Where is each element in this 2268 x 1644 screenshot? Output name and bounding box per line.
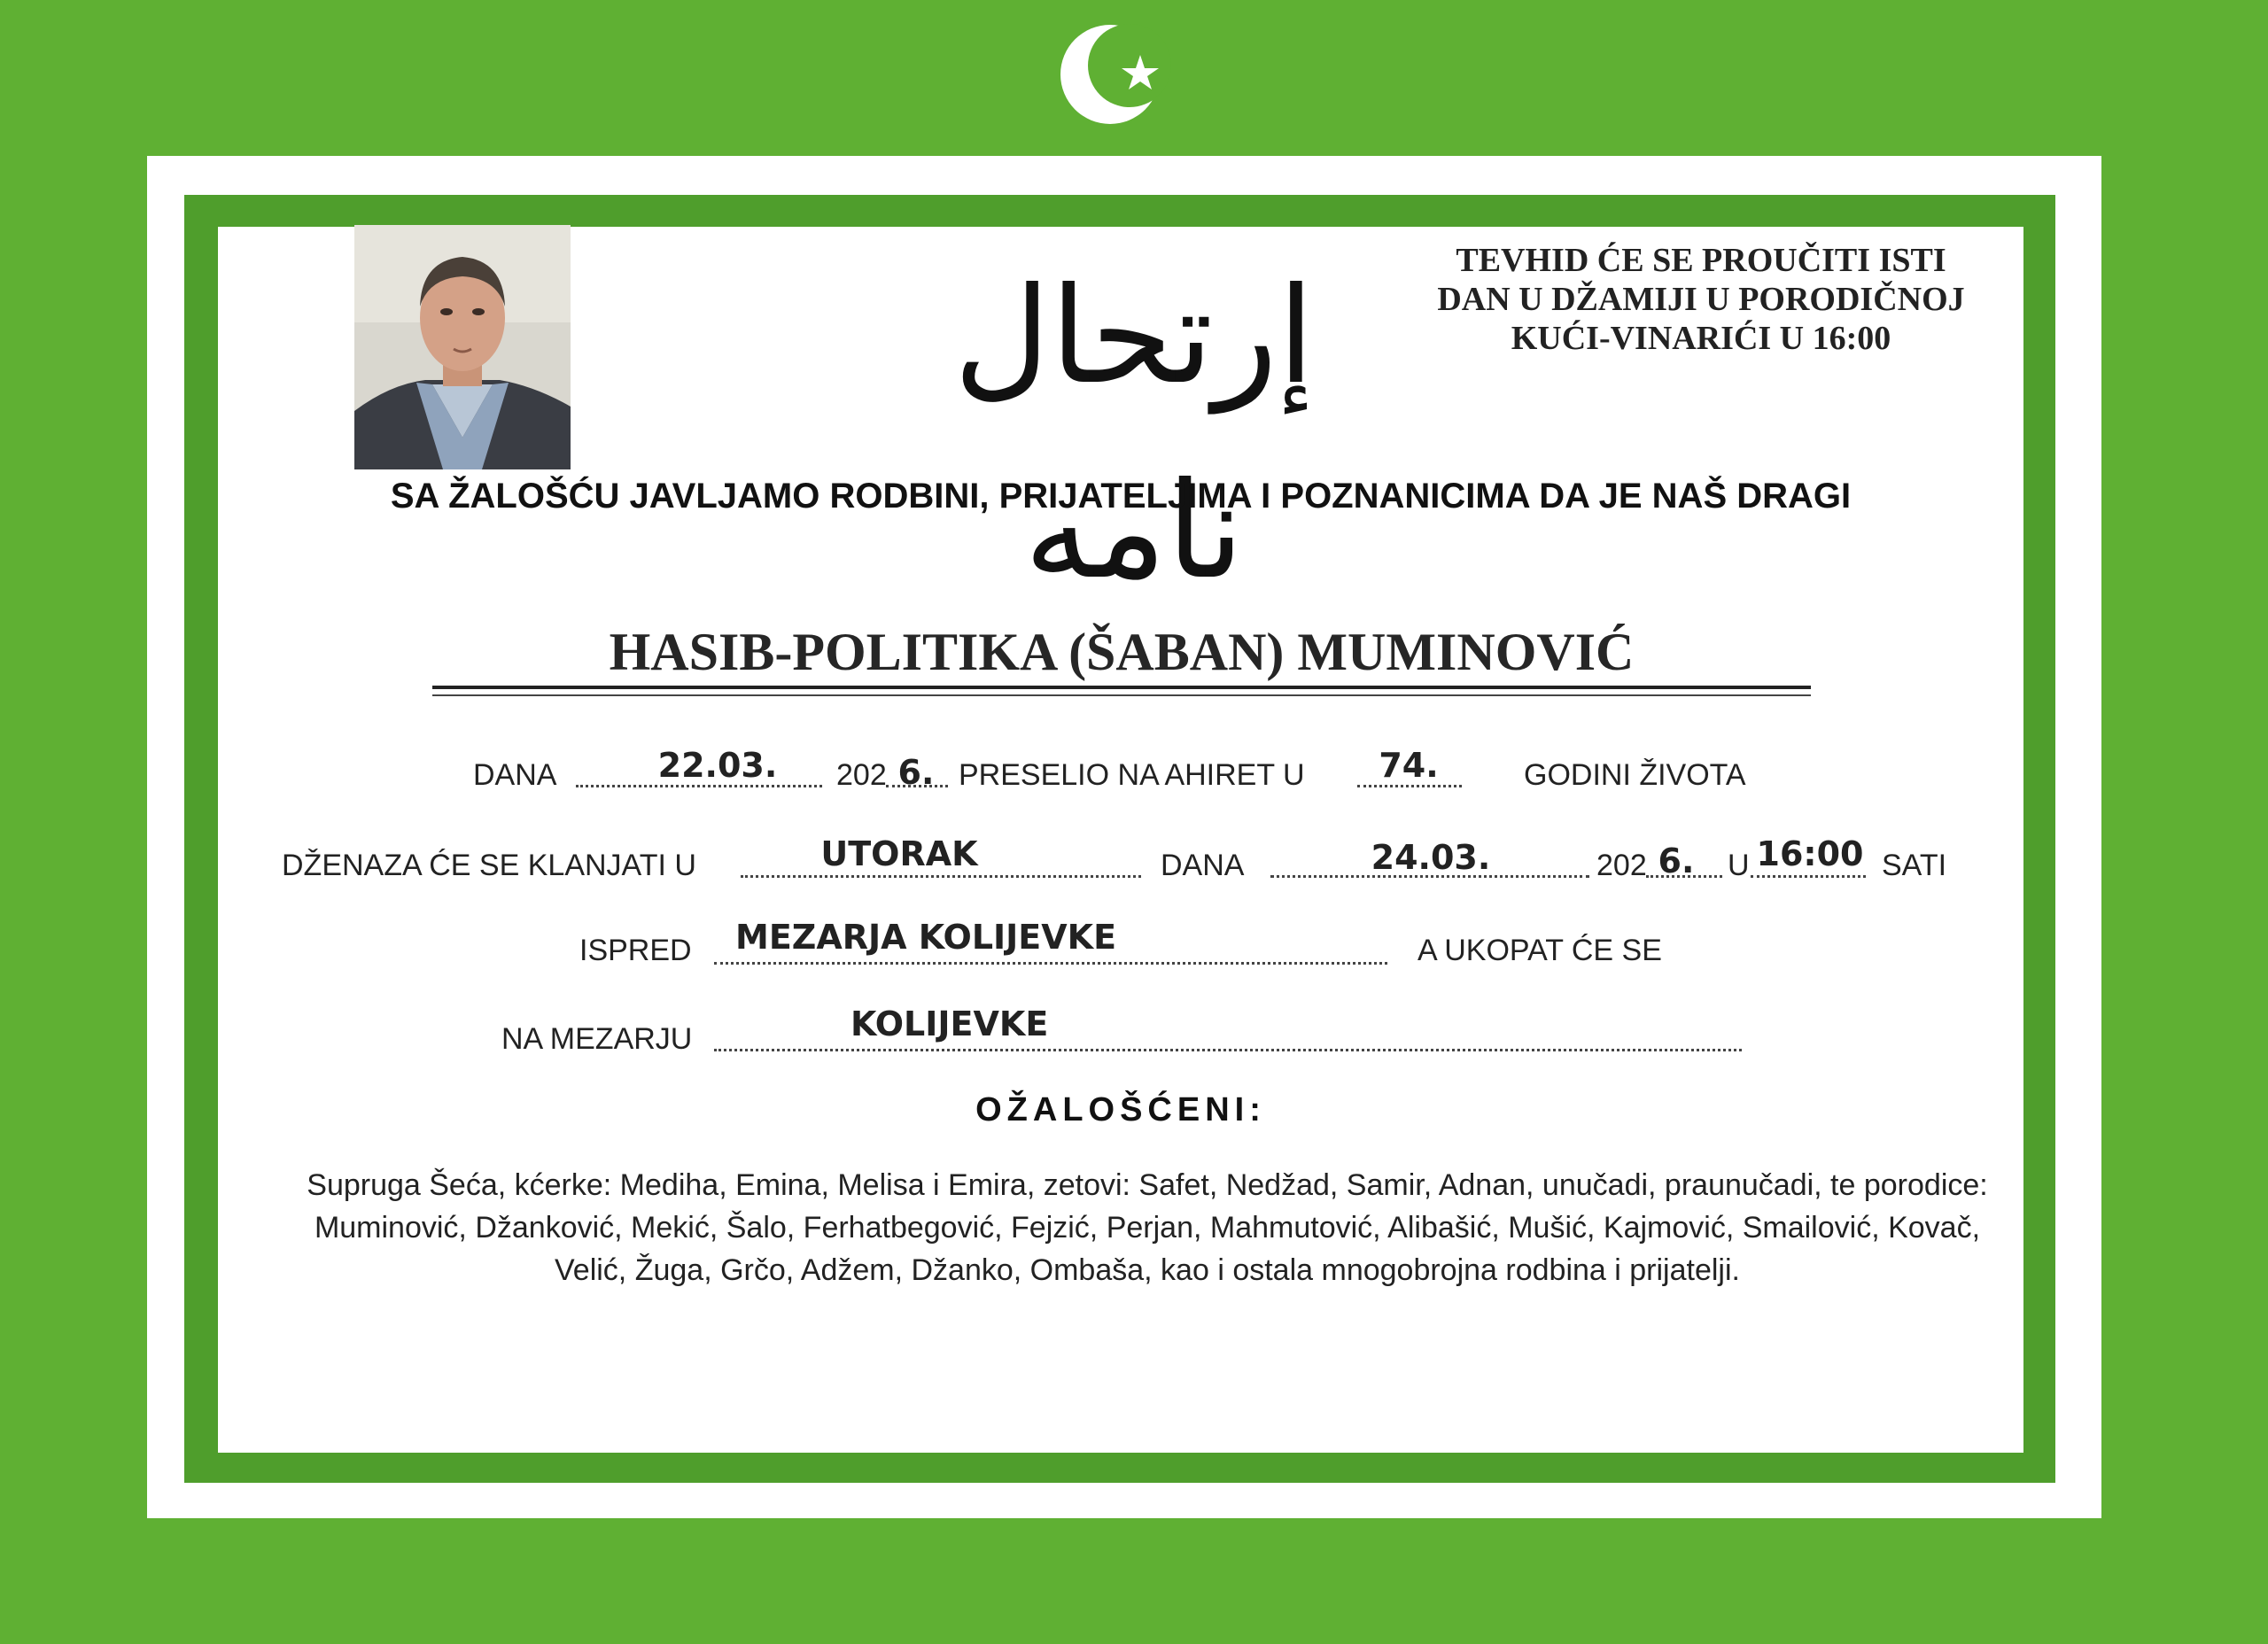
prayer-label: DŽENAZA ĆE SE KLANJATI U	[282, 849, 696, 882]
age-value: 74.	[1379, 746, 1439, 785]
hours-label: SATI	[1882, 849, 1947, 882]
deceased-photo	[354, 225, 571, 469]
death-day-label: DANA	[473, 758, 557, 792]
name-underline-thin	[432, 694, 1811, 696]
tevhid-line-3: KUĆI-VINARIĆI U 16:00	[1511, 320, 1891, 357]
weekday-value: UTORAK	[820, 834, 978, 873]
name-underline	[432, 686, 1811, 689]
funeral-time-line	[1751, 875, 1866, 878]
deceased-name: HASIB-POLITIKA (ŠABAN) MUMINOVIĆ	[609, 623, 1635, 681]
funeral-day-label: DANA	[1161, 849, 1245, 882]
mourners-title: OŽALOŠĆENI:	[975, 1091, 1266, 1128]
funeral-time-value: 16:00	[1756, 834, 1864, 873]
year-of-life-label: GODINI ŽIVOTA	[1524, 758, 1746, 792]
in-front-label: ISPRED	[579, 934, 692, 967]
death-date-line	[576, 785, 822, 787]
cemetery-value: KOLIJEVKE	[850, 1004, 1049, 1043]
death-date-value: 22.03.	[657, 746, 778, 785]
place-value: MEZARJA KOLIJEVKE	[735, 918, 1117, 957]
crescent-star-icon	[1059, 19, 1181, 126]
funeral-at-label: U	[1728, 849, 1750, 882]
tevhid-line-2: DAN U DŽAMIJI U PORODIČNOJ	[1437, 281, 1965, 318]
tevhid-line-1: TEVHID ĆE SE PROUČITI ISTI	[1456, 242, 1946, 279]
arabic-title: إرتحال نامه	[953, 260, 1315, 609]
death-year-suffix: 6.	[897, 753, 935, 792]
funeral-year-prefix: 202	[1596, 849, 1647, 882]
weekday-line	[741, 875, 1141, 878]
funeral-date-value: 24.03.	[1371, 838, 1491, 877]
death-year-prefix: 202	[836, 758, 887, 792]
cemetery-label: NA MEZARJU	[501, 1022, 693, 1056]
place-line	[714, 962, 1387, 965]
funeral-year-suffix: 6.	[1658, 841, 1695, 880]
intro-text: SA ŽALOŠĆU JAVLJAMO RODBINI, PRIJATELJIMA I POZNANICIMA DA JE NAŠ DRAGI	[390, 477, 1852, 516]
tevhid-notice	[1386, 241, 2016, 358]
cemetery-line	[714, 1049, 1742, 1051]
burial-label: A UKOPAT ĆE SE	[1418, 934, 1662, 967]
moved-label: PRESELIO NA AHIRET U	[959, 758, 1305, 792]
age-line	[1357, 785, 1462, 787]
mourners-text: Supruga Šeća, kćerke: Mediha, Emina, Melisa i Emira, zetovi: Safet, Nedžad, Samir, Adnan, unučadi, praunučadi, te porodice: Muminović, Džanković, Mekić, Šalo, Ferhatbegović, Fejzić, Perjan, Mahmutović, Alibašić, Mušić, Kajmović, Smailović, Kovač, Velić, Žuga, Grčo, Adžem, Džanko, Ombaša, kao i ostala mnogobrojna rodbina i prijatelji.	[307, 1168, 1988, 1287]
